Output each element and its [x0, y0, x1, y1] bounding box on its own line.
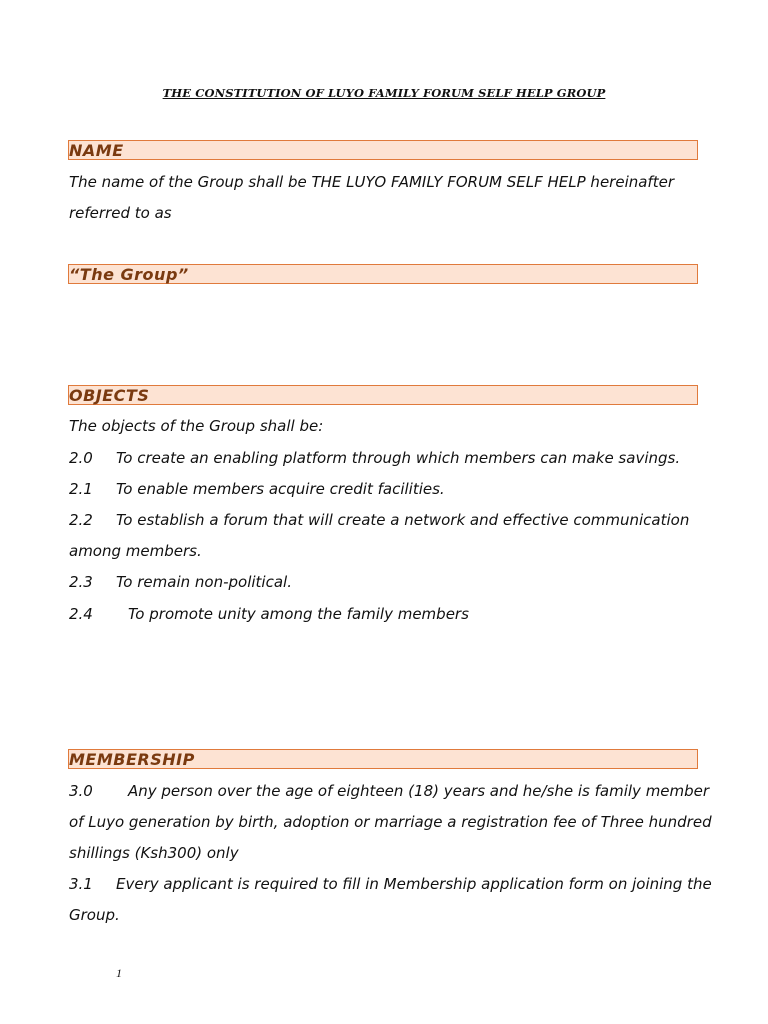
item-text: To enable members acquire credit facilities. [116, 480, 445, 498]
document-title: THE CONSTITUTION OF LUYO FAMILY FORUM SELF HELP GROUP [162, 86, 606, 100]
membership-item-continuation [69, 900, 699, 931]
section-heading-objects: OBJECTS [68, 385, 698, 405]
item-number: 2.3 [69, 573, 93, 591]
item-text: To promote unity among the family members [128, 605, 469, 623]
item-text: Group. [69, 906, 120, 924]
objects-item [69, 443, 699, 474]
membership-item-continuation [69, 838, 699, 869]
objects-item [69, 505, 699, 536]
section-heading-name: NAME [68, 140, 698, 160]
section-heading-group: “The Group” [68, 264, 698, 284]
name-paragraph-line-1: The name of the Group shall be THE LUYO FAMILY FORUM SELF HELP hereinafter [69, 173, 674, 191]
item-text: among members. [69, 542, 202, 560]
item-number: 2.1 [69, 480, 93, 498]
item-text: shillings (Ksh300) only [69, 844, 239, 862]
membership-item [69, 869, 712, 900]
item-number: 3.1 [69, 875, 93, 893]
objects-item [69, 599, 699, 630]
item-number: 2.0 [69, 449, 93, 467]
item-number: 2.2 [69, 511, 93, 529]
item-number: 2.4 [69, 605, 93, 623]
objects-item [69, 567, 699, 598]
membership-item-continuation [69, 807, 712, 838]
item-text: To remain non-political. [116, 573, 292, 591]
section-heading-membership: MEMBERSHIP [68, 749, 698, 769]
objects-item-continuation [69, 536, 699, 567]
name-paragraph-line-2: referred to as [69, 204, 172, 222]
page-number: 1 [116, 966, 122, 980]
objects-item [69, 474, 699, 505]
item-text: To establish a forum that will create a network and effective communication [116, 511, 690, 529]
item-text: of Luyo generation by birth, adoption or marriage a registration fee of Three hundred [69, 813, 712, 831]
item-text: To create an enabling platform through which members can make savings. [116, 449, 681, 467]
membership-item [69, 776, 710, 807]
item-text: Every applicant is required to fill in Membership application form on joining the [116, 875, 712, 893]
item-number: 3.0 [69, 782, 93, 800]
item-text: Any person over the age of eighteen (18) years and he/she is family member [128, 782, 710, 800]
objects-intro: The objects of the Group shall be: [69, 417, 324, 435]
